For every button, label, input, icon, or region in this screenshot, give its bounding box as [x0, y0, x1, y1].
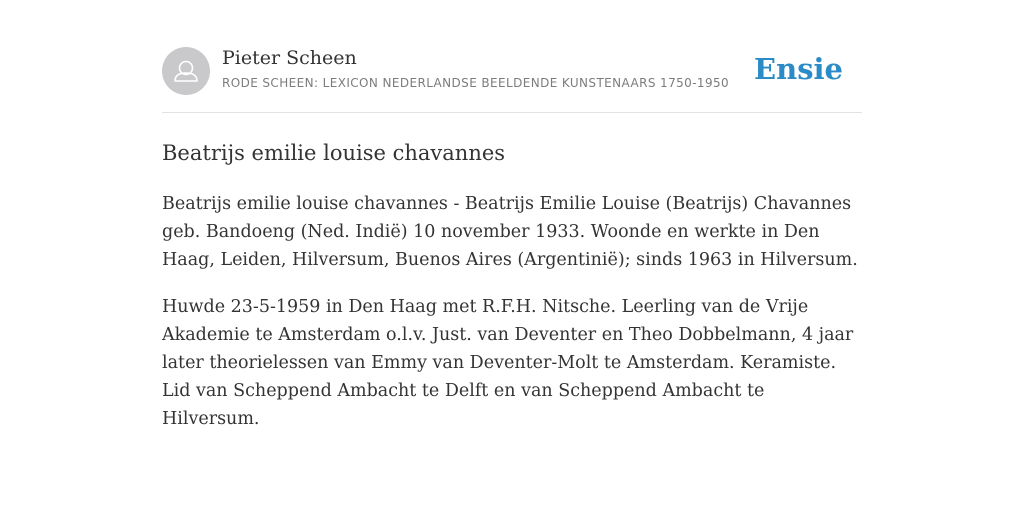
source-label[interactable]: RODE SCHEEN: LEXICON NEDERLANDSE BEELDENDE KUNSTENAARS 1750-1950	[222, 76, 730, 90]
article-paragraph: Beatrijs emilie louise chavannes - Beatrijs Emilie Louise (Beatrijs) Chavannes geb. Bandoeng (Ned. Indië) 10 november 1933. Woonde en werkte in Den Haag, Leiden, Hilversum, Buenos Aires (Argentinië); sinds 1963 in Hilversum.	[162, 194, 858, 270]
user-icon-graphic	[162, 47, 210, 95]
user-icon[interactable]	[162, 47, 210, 95]
article-header	[162, 0, 862, 113]
article-title: Beatrijs emilie louise chavannes	[162, 141, 506, 165]
author-name[interactable]: Pieter Scheen	[222, 47, 357, 69]
article-paragraph: Huwde 23-5-1959 in Den Haag met R.F.H. Nitsche. Leerling van de Vrije Akademie te Amsterdam o.l.v. Just. van Deventer en Theo Dobbelmann, 4 jaar later theorielessen van Emmy van Deventer-Molt te Amsterdam. Keramiste. Lid van Scheppend Ambacht te Delft en van Scheppend Ambacht te Hilversum.	[162, 297, 854, 429]
article-body	[162, 190, 862, 452]
brand-logo[interactable]: Ensie	[754, 52, 843, 86]
article-card	[162, 0, 862, 429]
